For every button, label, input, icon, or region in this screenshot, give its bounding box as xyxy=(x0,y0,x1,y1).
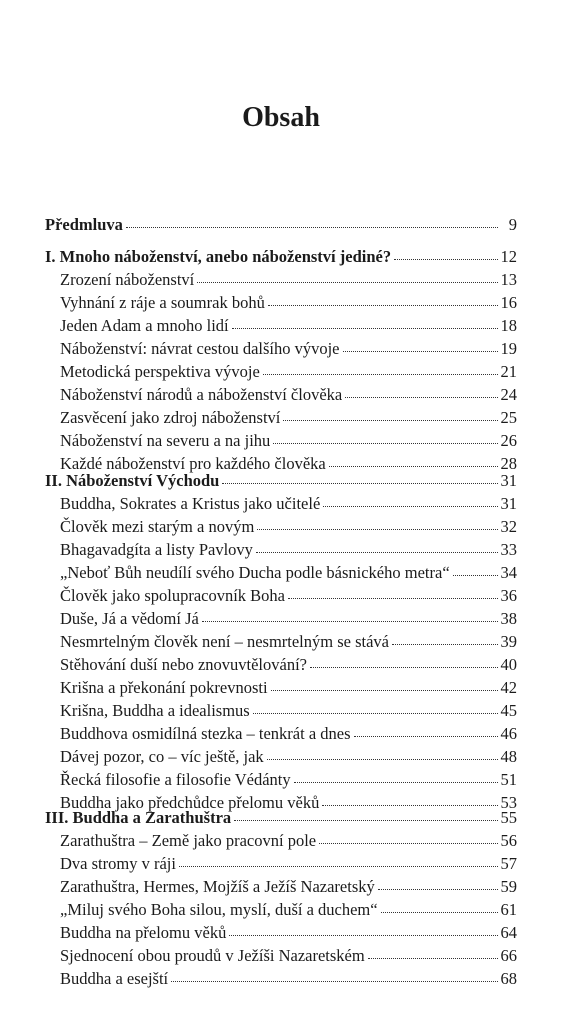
toc-page-number: 16 xyxy=(500,293,517,312)
toc-entry-label: Metodická perspektiva vývoje xyxy=(60,362,260,381)
page-title: Obsah xyxy=(242,102,320,133)
toc-section-entry xyxy=(45,469,517,492)
toc-entry-label: Jeden Adam a mnoho lidí xyxy=(60,316,229,335)
toc-section-entry xyxy=(45,806,517,829)
toc-page-number: 56 xyxy=(500,831,517,850)
toc-entry xyxy=(60,630,517,653)
toc-entry xyxy=(60,829,517,852)
toc-page-number: 18 xyxy=(500,316,517,335)
toc-page-number: 45 xyxy=(500,701,517,720)
toc-page-number: 36 xyxy=(500,586,517,605)
toc-entry xyxy=(60,561,517,584)
toc-entry xyxy=(60,944,517,967)
toc-entry xyxy=(60,383,517,406)
dot-leader xyxy=(268,299,498,306)
toc-entry-label: Náboženství: návrat cestou dalšího vývoje xyxy=(60,339,340,358)
toc-page-number: 26 xyxy=(500,431,517,450)
dot-leader xyxy=(322,799,497,806)
toc-entry-label: Každé náboženství pro každého člověka xyxy=(60,454,326,473)
toc-entry-label: Člověk jako spolupracovník Boha xyxy=(60,586,286,605)
toc-entry xyxy=(60,314,517,337)
dot-leader xyxy=(381,906,498,913)
toc-entry-label: Zarathuštra – Země jako pracovní pole xyxy=(60,831,317,850)
toc-entry-label: „Neboť Bůh neudílí svého Ducha podle básnického metra“ xyxy=(60,563,450,582)
toc-entry-label: Předmluva xyxy=(45,215,123,234)
dot-leader xyxy=(392,638,497,645)
toc-page-number: 39 xyxy=(500,632,517,651)
toc-page-number: 13 xyxy=(500,270,517,289)
toc-entry-label: Stěhování duší nebo znovuvtělování? xyxy=(60,655,307,674)
dot-leader xyxy=(232,322,498,329)
toc-entry xyxy=(60,653,517,676)
toc-page-number: 31 xyxy=(500,494,517,513)
toc-entry xyxy=(60,515,517,538)
toc-entry-label: Vyhnání z ráje a soumrak bohů xyxy=(60,293,265,312)
toc-entry-label: Sjednocení obou proudů v Ježíši Nazaretském xyxy=(60,946,365,965)
toc-page-number: 48 xyxy=(500,747,517,766)
toc-page-number: 53 xyxy=(500,793,517,812)
toc-entry-label: Buddhova osmidílná stezka – tenkrát a dnes xyxy=(60,724,351,743)
toc-page-number: 59 xyxy=(500,877,517,896)
toc-entry xyxy=(60,429,517,452)
toc-entry xyxy=(60,538,517,561)
toc-page-number: 61 xyxy=(500,900,517,919)
dot-leader xyxy=(323,500,497,507)
toc-page-number: 32 xyxy=(500,517,517,536)
dot-leader xyxy=(171,975,497,982)
toc-page-number: 55 xyxy=(500,808,517,827)
toc-entry-label: Nesmrtelným člověk není – nesmrtelným se stává xyxy=(60,632,390,651)
toc-page-number: 9 xyxy=(508,215,517,234)
dot-leader xyxy=(273,437,497,444)
toc-page-number: 64 xyxy=(500,923,517,942)
dot-leader xyxy=(126,221,498,228)
toc-entry xyxy=(60,852,517,875)
toc-entry-label: Náboženství na severu a na jihu xyxy=(60,431,271,450)
dot-leader xyxy=(310,661,498,668)
toc-entry-label: Duše, Já a vědomí Já xyxy=(60,609,199,628)
dot-leader xyxy=(267,753,498,760)
toc-entry-label: „Miluj svého Boha silou, myslí, duší a duchem“ xyxy=(60,900,378,919)
toc-entry-label: Buddha na přelomu věků xyxy=(60,923,227,942)
toc-entry-label: Zasvěcení jako zdroj náboženství xyxy=(60,408,281,427)
toc-entry-label: Člověk mezi starým a novým xyxy=(60,517,255,536)
toc-entry-label: Bhagavadgíta a listy Pavlovy xyxy=(60,540,253,559)
toc-entry-label: Krišna a překonání pokrevnosti xyxy=(60,678,268,697)
toc-entry-label: Buddha, Sokrates a Kristus jako učitelé xyxy=(60,494,321,513)
dot-leader xyxy=(234,814,497,821)
toc-page-number: 28 xyxy=(500,454,517,473)
toc-page-number: 51 xyxy=(500,770,517,789)
toc-page-number: 66 xyxy=(500,946,517,965)
toc-page-number: 24 xyxy=(500,385,517,404)
toc-entry-label: I. Mnoho náboženství, anebo náboženství jediné? xyxy=(45,247,392,266)
toc-page-number: 25 xyxy=(500,408,517,427)
dot-leader xyxy=(283,414,497,421)
toc-entry-label: Dva stromy v ráji xyxy=(60,854,176,873)
dot-leader xyxy=(256,546,498,553)
toc-entry xyxy=(60,291,517,314)
toc-entry xyxy=(60,768,517,791)
dot-leader xyxy=(253,707,498,714)
toc-entry xyxy=(60,268,517,291)
toc-entry xyxy=(60,360,517,383)
dot-leader xyxy=(257,523,497,530)
toc-entry xyxy=(60,745,517,768)
toc-page-number: 12 xyxy=(500,247,517,266)
toc-page-number: 19 xyxy=(500,339,517,358)
dot-leader xyxy=(378,883,498,890)
toc-entry-label: Zrození náboženství xyxy=(60,270,195,289)
dot-leader xyxy=(368,952,498,959)
dot-leader xyxy=(263,368,498,375)
toc-entry-label: Buddha jako předchůdce přelomu věků xyxy=(60,793,320,812)
toc-entry xyxy=(60,492,517,515)
toc-entry xyxy=(60,921,517,944)
dot-leader xyxy=(394,253,497,260)
toc-entry-label: Zarathuštra, Hermes, Mojžíš a Ježíš Nazaretský xyxy=(60,877,375,896)
toc-entry xyxy=(60,406,517,429)
toc-page-number: 40 xyxy=(500,655,517,674)
toc-page-number: 33 xyxy=(500,540,517,559)
dot-leader xyxy=(229,929,497,936)
dot-leader xyxy=(453,569,498,576)
toc-page-number: 68 xyxy=(500,969,517,988)
toc-entry xyxy=(60,967,517,990)
toc-section-entry xyxy=(45,213,517,236)
toc-entry xyxy=(60,337,517,360)
toc-entry xyxy=(60,607,517,630)
toc-entry-label: Krišna, Buddha a idealismus xyxy=(60,701,250,720)
toc-page-number: 34 xyxy=(500,563,517,582)
toc-page-number: 21 xyxy=(500,362,517,381)
dot-leader xyxy=(271,684,498,691)
toc-entry xyxy=(60,676,517,699)
dot-leader xyxy=(354,730,498,737)
toc-entry-label: Dávej pozor, co – víc ještě, jak xyxy=(60,747,264,766)
toc-page-number: 42 xyxy=(500,678,517,697)
dot-leader xyxy=(288,592,497,599)
toc-entry xyxy=(60,722,517,745)
dot-leader xyxy=(222,477,497,484)
toc-entry xyxy=(60,699,517,722)
toc-section-entry xyxy=(45,245,517,268)
toc-page-number: 46 xyxy=(500,724,517,743)
toc-entry xyxy=(60,875,517,898)
dot-leader xyxy=(294,776,498,783)
toc-entry xyxy=(60,898,517,921)
dot-leader xyxy=(345,391,497,398)
toc-page-number: 57 xyxy=(500,854,517,873)
toc-entry xyxy=(60,584,517,607)
dot-leader xyxy=(197,276,497,283)
dot-leader xyxy=(319,837,497,844)
toc-page-number: 31 xyxy=(500,471,517,490)
dot-leader xyxy=(329,460,498,467)
dot-leader xyxy=(343,345,498,352)
toc-entry-label: Buddha a esejští xyxy=(60,969,169,988)
dot-leader xyxy=(202,615,498,622)
toc-page-number: 38 xyxy=(500,609,517,628)
dot-leader xyxy=(179,860,498,867)
toc-entry-label: III. Buddha a Zarathuštra xyxy=(45,808,232,827)
toc-entry-label: Náboženství národů a náboženství člověka xyxy=(60,385,343,404)
toc-entry-label: II. Náboženství Východu xyxy=(45,471,220,490)
toc-entry-label: Řecká filosofie a filosofie Védánty xyxy=(60,770,291,789)
